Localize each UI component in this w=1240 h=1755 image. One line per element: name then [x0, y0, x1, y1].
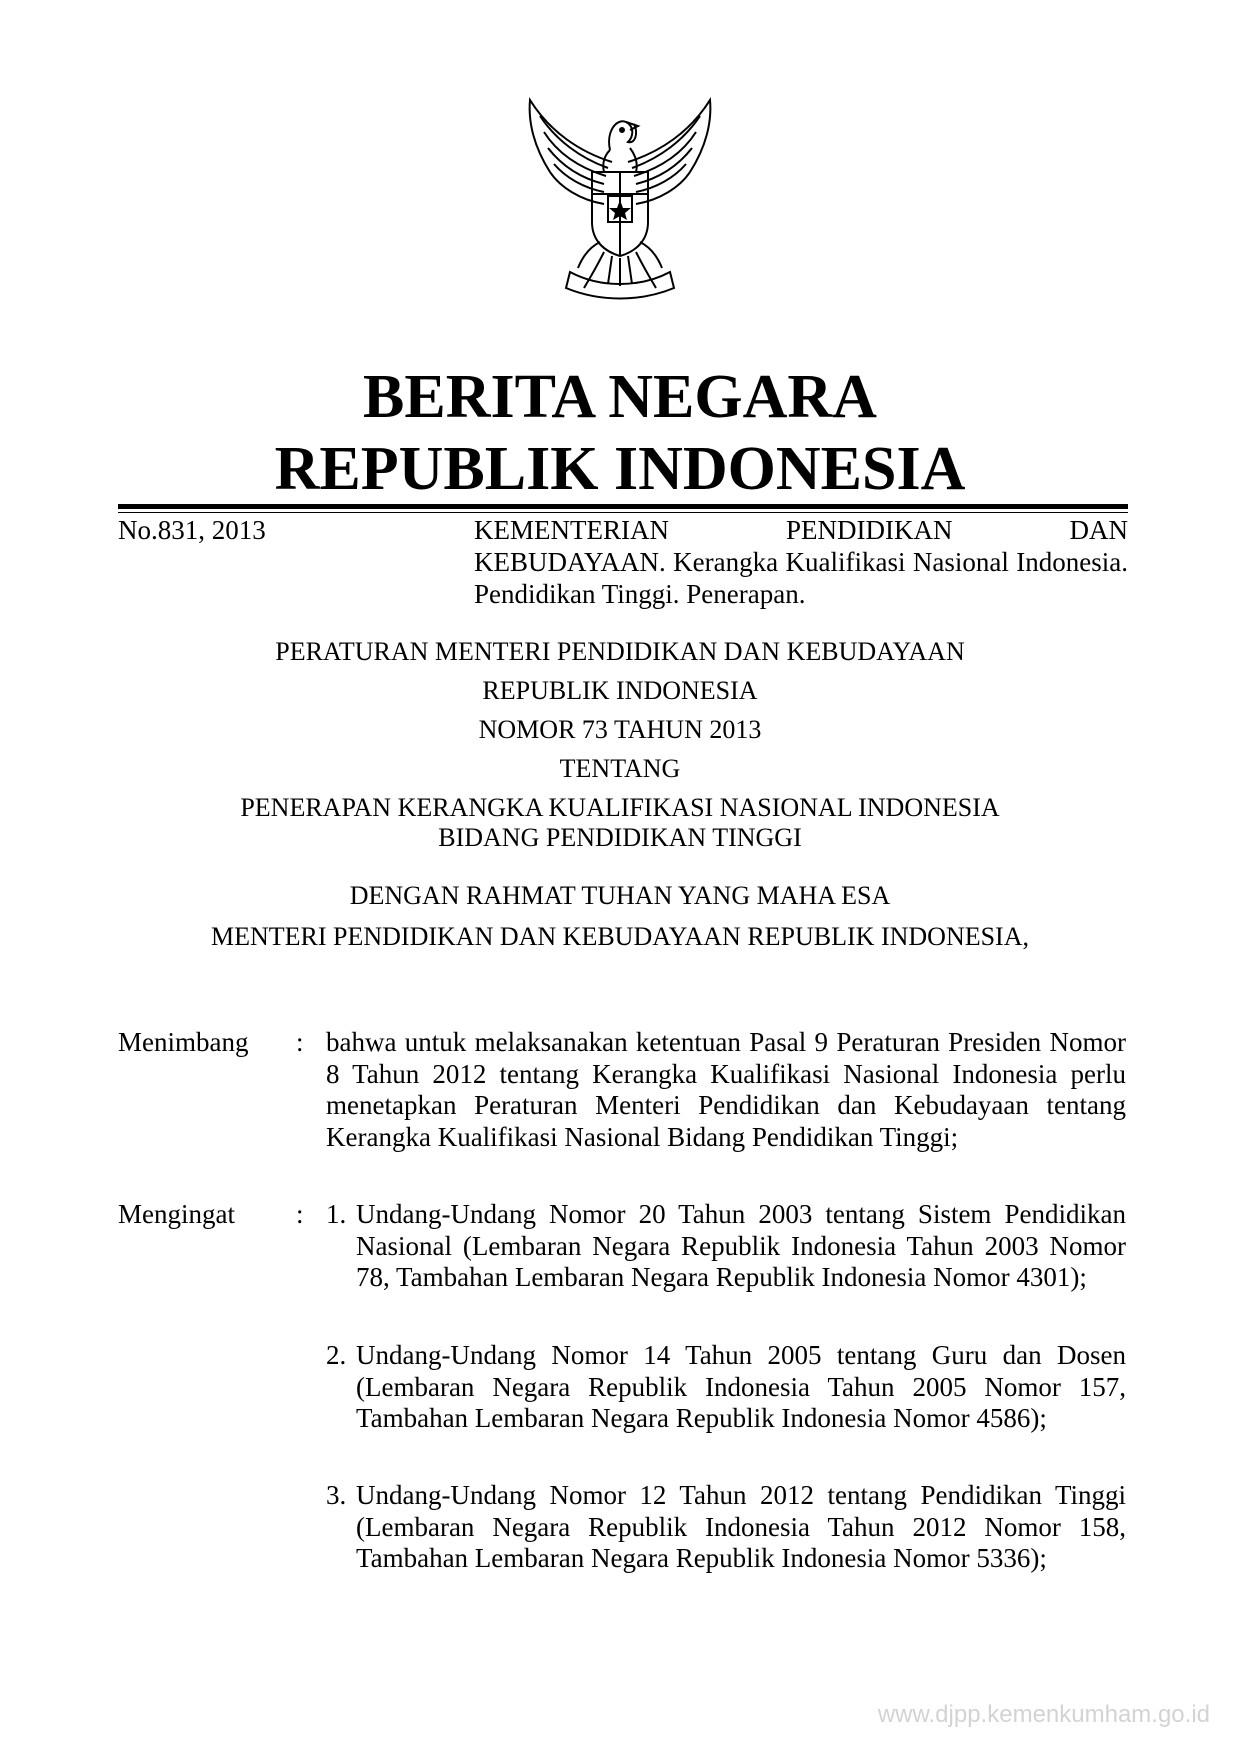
gazette-title-line2: REPUBLIK INDONESIA [274, 435, 966, 503]
subject-word: DAN [1069, 515, 1128, 545]
regulation-preamble: DENGAN RAHMAT TUHAN YANG MAHA ESA [349, 881, 891, 910]
subject-rest: KEBUDAYAAN. Kerangka Kualifikasi Nasional Indonesia. Pendidikan Tinggi. Penerapan. [474, 547, 1128, 609]
gazette-number: No.831, 2013 [118, 515, 266, 545]
regulation-number: NOMOR 73 TAHUN 2013 [478, 715, 762, 744]
menimbang-text: bahwa untuk melaksanakan ketentuan Pasal 9 Peraturan Presiden Nomor 8 Tahun 2012 tentang Kerangka Kualifikasi Nasional Indonesia perlu menetapkan Peraturan Menteri Pendidikan dan Kebudayaan tentang Kerangka Kualifikasi Nasional Bidang Pendidikan Tinggi; [326, 1027, 1126, 1152]
menimbang-label: Menimbang [118, 1027, 249, 1057]
menimbang-colon: : [296, 1027, 304, 1057]
subject-word: PENDIDIKAN [786, 515, 953, 545]
regulation-authority: MENTERI PENDIDIKAN DAN KEBUDAYAAN REPUBLIK INDONESIA, [210, 922, 1029, 951]
regulation-title-line: REPUBLIK INDONESIA [482, 676, 758, 705]
mengingat-item-number: 1. [326, 1199, 347, 1229]
mengingat-colon: : [296, 1199, 304, 1229]
mengingat-item-text: Undang-Undang Nomor 14 Tahun 2005 tentang Guru dan Dosen (Lembaran Negara Republik Indonesia Tahun 2005 Nomor 157, Tambahan Lembaran Negara Republik Indonesia Nomor 4586); [356, 1340, 1126, 1433]
mengingat-item-text: Undang-Undang Nomor 12 Tahun 2012 tentang Pendidikan Tinggi (Lembaran Negara Republik Indonesia Tahun 2012 Nomor 158, Tambahan Lembaran Negara Republik Indonesia Nomor 5336); [356, 1480, 1126, 1573]
gazette-subject [474, 514, 1128, 610]
subject-word: KEMENTERIAN [474, 515, 669, 545]
header-rule-thick [118, 504, 1128, 509]
header-rule-thin [118, 512, 1128, 513]
regulation-subject-line: PENERAPAN KERANGKA KUALIFIKASI NASIONAL INDONESIA [240, 793, 1000, 822]
garuda-emblem-icon [500, 92, 740, 312]
mengingat-item-text: Undang-Undang Nomor 20 Tahun 2003 tentang Sistem Pendidikan Nasional (Lembaran Negara Republik Indonesia Tahun 2003 Nomor 78, Tambahan Lembaran Negara Republik Indonesia Nomor 4301); [356, 1199, 1126, 1292]
regulation-subject-line: BIDANG PENDIDIKAN TINGGI [438, 823, 802, 852]
mengingat-label: Mengingat [118, 1199, 235, 1229]
mengingat-item-number: 2. [326, 1340, 347, 1370]
regulation-tentang: TENTANG [559, 754, 681, 783]
gazette-title-line1: BERITA NEGARA [363, 363, 877, 431]
watermark-url: www.djpp.kemenkumham.go.id [877, 1701, 1210, 1728]
mengingat-item-number: 3. [326, 1480, 347, 1510]
regulation-title-line: PERATURAN MENTERI PENDIDIKAN DAN KEBUDAYAAN [275, 637, 965, 666]
